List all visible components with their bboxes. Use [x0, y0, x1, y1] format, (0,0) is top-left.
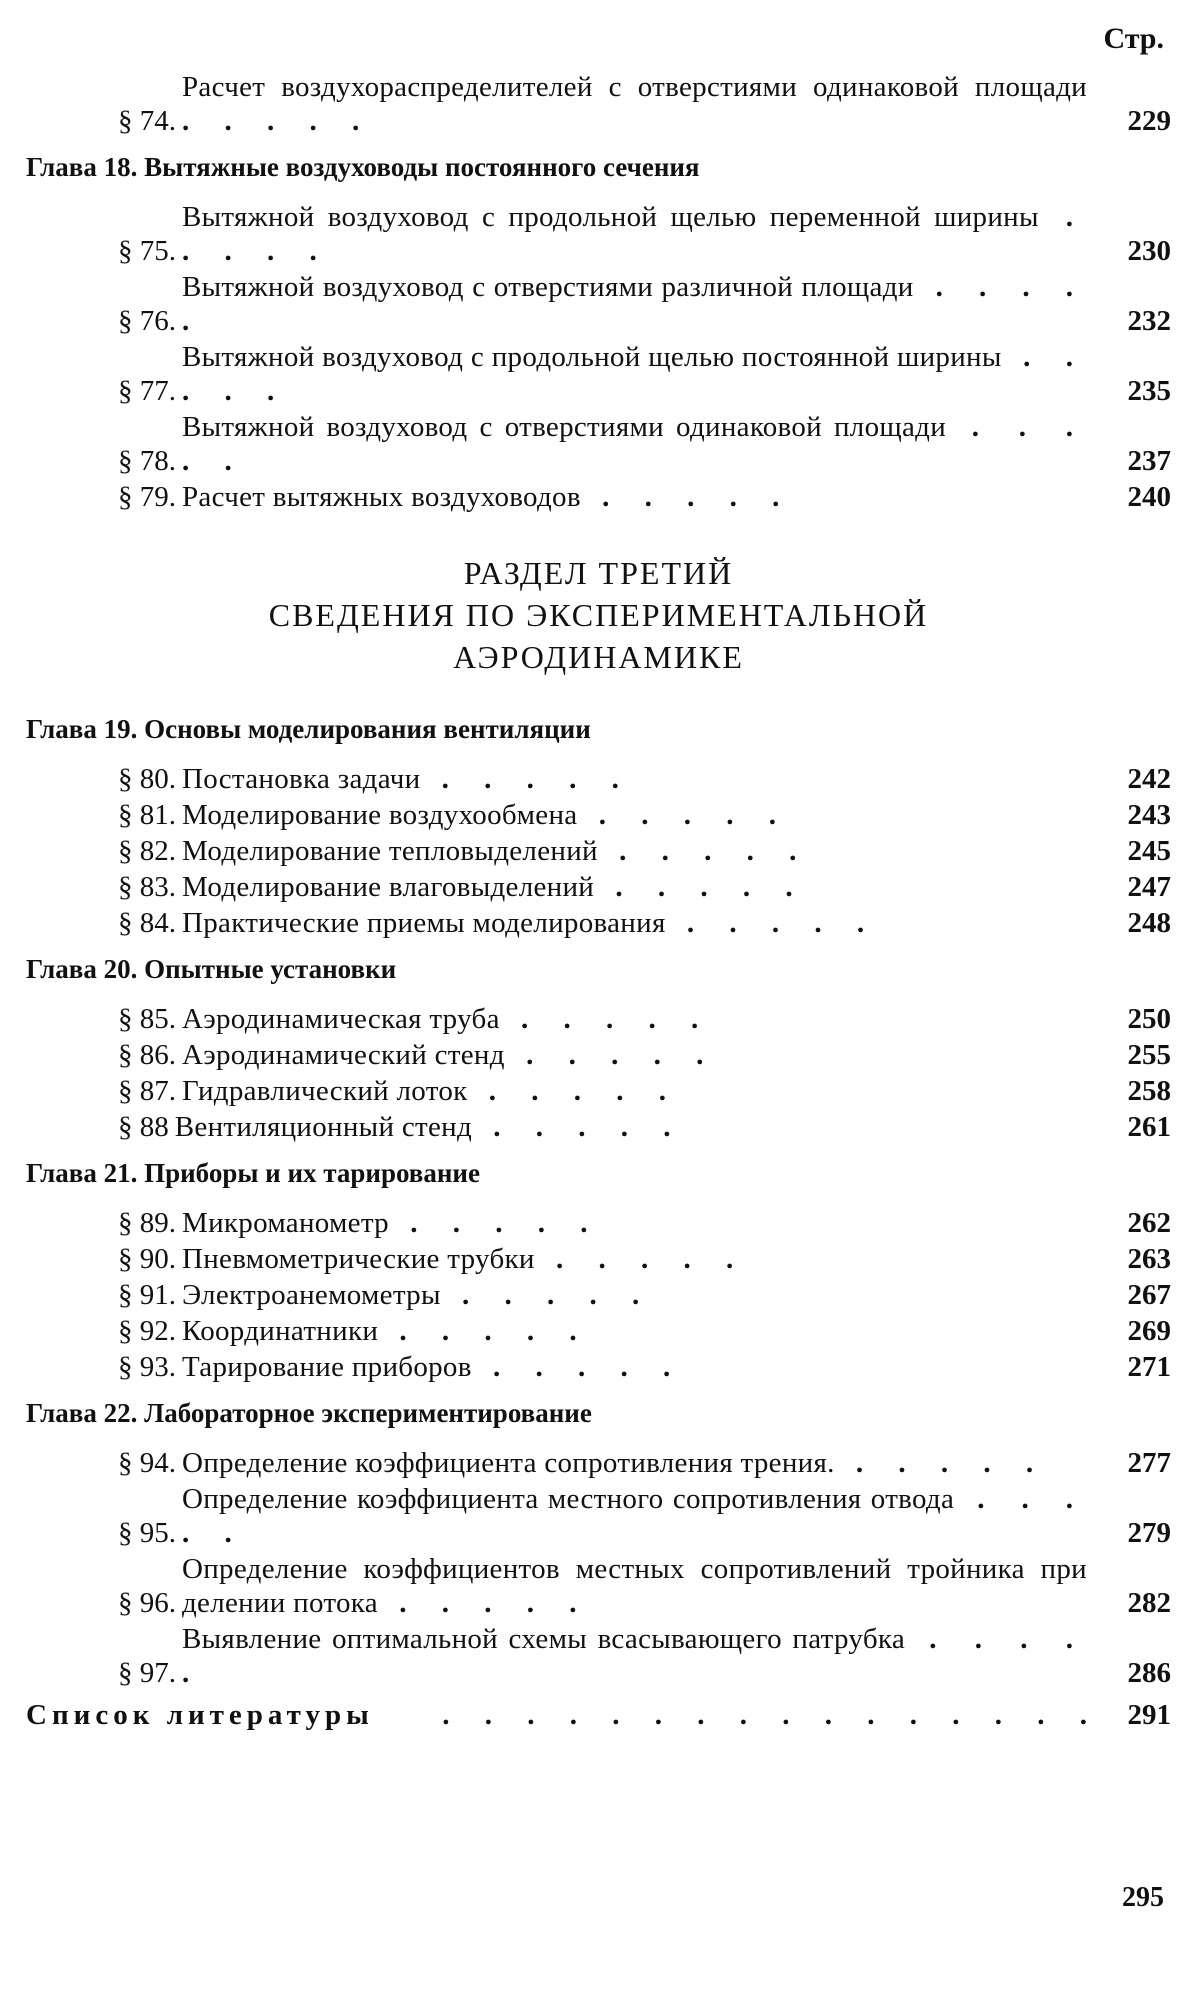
toc-entry-title: Постановка задачи . . . . . — [182, 763, 633, 795]
chapter-heading: Глава 20. Опытные установки — [26, 954, 397, 984]
toc-entry[interactable] — [26, 1482, 1171, 1550]
toc-entry-title: Определение коэффициента сопротивления трения. . . . . . — [182, 1447, 1048, 1479]
dot-leader: . . . . . — [182, 1623, 1088, 1689]
section-number: § 94. — [118, 1447, 176, 1479]
dot-leader: . . . . . — [389, 1207, 602, 1239]
toc-entry[interactable] — [26, 1038, 1171, 1072]
toc-page-number: 286 — [1127, 1657, 1171, 1689]
table-of-contents — [26, 70, 1171, 1732]
section-number: § 80. — [118, 763, 176, 795]
section-number: § 85. — [118, 1003, 176, 1035]
toc-page-number: 262 — [1127, 1207, 1171, 1239]
toc-page-number: 247 — [1127, 871, 1171, 903]
toc-page-number: 232 — [1127, 305, 1171, 337]
section-number: § 81. — [118, 799, 176, 831]
toc-entry[interactable] — [26, 834, 1171, 868]
section-number: § 82. — [118, 835, 176, 867]
toc-entry[interactable] — [26, 906, 1171, 940]
toc-entry[interactable] — [26, 340, 1171, 408]
toc-page-number: 269 — [1127, 1315, 1171, 1347]
chapter-heading: Глава 19. Основы моделирования вентиляции — [26, 714, 591, 744]
toc-entry-title: Тарирование приборов . . . . . — [182, 1351, 685, 1383]
toc-entry[interactable] — [26, 1074, 1171, 1108]
toc-entry-title: Микроманометр . . . . . — [182, 1207, 602, 1239]
toc-entry[interactable] — [26, 1110, 1171, 1144]
chapter-heading: Глава 21. Приборы и их тарирование — [26, 1158, 480, 1188]
toc-page-number: 240 — [1127, 481, 1171, 513]
toc-entry[interactable] — [26, 1552, 1171, 1620]
chapter-heading: Глава 18. Вытяжные воздуховоды постоянного сечения — [26, 152, 700, 182]
toc-page-number: 263 — [1127, 1243, 1171, 1275]
toc-entry-title: Определение коэффициента местного сопротивления отвода . . . . . — [182, 1483, 1087, 1549]
toc-entry-title: Практические приемы моделирования . . . . . — [182, 907, 879, 939]
dot-leader: . . . . . — [534, 1243, 748, 1275]
dot-leader: . . . . . . . . . . . . . . . . — [442, 1699, 1101, 1731]
toc-entry[interactable] — [26, 1350, 1171, 1384]
toc-entry-title: Вытяжной воздуховод с отверстиями одинаковой площади . . . . . — [182, 411, 1087, 477]
dot-leader: . . . . . — [378, 1315, 591, 1347]
toc-entry[interactable] — [26, 870, 1171, 904]
toc-entry[interactable] — [26, 270, 1171, 338]
toc-entry[interactable] — [26, 798, 1171, 832]
toc-page-number: 291 — [1127, 1699, 1171, 1731]
dot-leader: . . . . . — [467, 1075, 681, 1107]
dot-leader: . . . . . — [834, 1447, 1048, 1479]
toc-entry-title: Определение коэффициентов местных сопротивлений тройника при делении потока . . . . . — [182, 1553, 1087, 1619]
toc-entry[interactable] — [26, 410, 1171, 478]
chapter-heading: Глава 22. Лабораторное экспериментирование — [26, 1398, 592, 1428]
toc-entry-title: Вентиляционный стенд . . . . . — [174, 1111, 685, 1143]
toc-entry[interactable] — [26, 1446, 1171, 1480]
toc-entry-title: Моделирование влаговыделений . . . . . — [182, 871, 807, 903]
toc-entry-title: Моделирование тепловыделений . . . . . — [182, 835, 811, 867]
dot-leader: . . . . . — [182, 341, 1087, 407]
dot-leader: . . . . . — [580, 481, 794, 513]
toc-entry[interactable] — [26, 762, 1171, 796]
toc-entry-title: Вытяжной воздуховод с продольной щелью переменной ширины . . . . . — [182, 201, 1087, 267]
section-number: § 79. — [118, 481, 176, 513]
dot-leader: . . . . . — [504, 1039, 718, 1071]
toc-entry[interactable] — [26, 1278, 1171, 1312]
section-number: § 77. — [118, 375, 176, 407]
toc-entry[interactable] — [26, 480, 1171, 514]
toc-entry-title: Список литературы — [26, 1699, 374, 1731]
toc-entry-title: Пневмометрические трубки . . . . . — [182, 1243, 748, 1275]
dot-leader: . . . . . — [377, 1587, 591, 1619]
toc-entry-title: Расчет вытяжных воздуховодов . . . . . — [182, 481, 794, 513]
toc-entry-title: Координатники . . . . . — [182, 1315, 591, 1347]
toc-page-number: 279 — [1127, 1517, 1171, 1549]
toc-entry-references[interactable] — [26, 1698, 1171, 1732]
part-heading — [26, 552, 1171, 678]
toc-page-number: 245 — [1127, 835, 1171, 867]
toc-entry[interactable] — [26, 1314, 1171, 1348]
section-number: § 93. — [118, 1351, 176, 1383]
section-number: § 87. — [118, 1075, 176, 1107]
toc-page-number: 250 — [1127, 1003, 1171, 1035]
section-number: § 95. — [118, 1517, 176, 1549]
dot-leader: . . . . . — [471, 1351, 685, 1383]
toc-page-number: 235 — [1127, 375, 1171, 407]
dot-leader: . . . . . — [499, 1003, 713, 1035]
section-number: § 92. — [118, 1315, 176, 1347]
toc-entry[interactable] — [26, 200, 1171, 268]
toc-entry[interactable] — [26, 70, 1171, 138]
part-heading-line: СВЕДЕНИЯ ПО ЭКСПЕРИМЕНТАЛЬНОЙ — [268, 597, 929, 633]
dot-leader: . . . . . — [594, 871, 807, 903]
toc-page-number: 237 — [1127, 445, 1171, 477]
toc-entry-title: Аэродинамическая труба . . . . . — [182, 1003, 713, 1035]
section-number: § 76. — [118, 305, 176, 337]
section-number: § 75. — [118, 235, 176, 267]
section-number: § 74. — [118, 105, 176, 137]
toc-entry-title: Электроанемометры . . . . . — [182, 1279, 654, 1311]
toc-entry-title: Гидравлический лоток . . . . . — [182, 1075, 681, 1107]
toc-page-number: 243 — [1127, 799, 1171, 831]
section-number: § 78. — [118, 445, 176, 477]
section-number: § 97. — [118, 1657, 176, 1689]
toc-entry[interactable] — [26, 1206, 1171, 1240]
dot-leader: . . . . . — [182, 201, 1087, 267]
toc-page-number: 282 — [1127, 1587, 1171, 1619]
toc-page-number: 258 — [1127, 1075, 1171, 1107]
dot-leader: . . . . . — [472, 1111, 685, 1143]
toc-page-number: 261 — [1127, 1111, 1171, 1143]
part-heading-line: АЭРОДИНАМИКЕ — [453, 639, 744, 675]
dot-leader: . . . . . — [182, 411, 1087, 477]
toc-entry-title: Аэродинамический стенд . . . . . — [182, 1039, 718, 1071]
dot-leader: . . . . . — [420, 763, 633, 795]
section-number: § 89. — [118, 1207, 176, 1239]
section-number: § 90. — [118, 1243, 176, 1275]
dot-leader: . . . . . — [665, 907, 879, 939]
toc-page-number: 229 — [1127, 105, 1171, 137]
toc-entry-title: Выявление оптимальной схемы всасывающего патрубка . . . . . — [182, 1623, 1088, 1689]
toc-entry-title: Расчет воздухораспределителей с отверстиями одинаковой площади . . . . . — [182, 71, 1087, 137]
toc-entry-title: Вытяжной воздуховод с отверстиями различной площади . . . . . — [182, 271, 1087, 337]
dot-leader: . . . . . — [182, 105, 374, 137]
toc-entry-title: Моделирование воздухообмена . . . . . — [182, 799, 790, 831]
page-number: 295 — [1122, 1882, 1164, 1913]
dot-leader: . . . . . — [577, 799, 790, 831]
toc-page-number: 267 — [1127, 1279, 1171, 1311]
toc-page-number: 277 — [1127, 1447, 1171, 1479]
dot-leader: . . . . . — [182, 1483, 1087, 1549]
toc-page-number: 248 — [1127, 907, 1171, 939]
section-number: § 84. — [118, 907, 176, 939]
section-number: § 96. — [118, 1587, 176, 1619]
toc-entry[interactable] — [26, 1622, 1171, 1690]
toc-page-number: 242 — [1127, 763, 1171, 795]
section-number: § 91. — [118, 1279, 176, 1311]
toc-entry-title: Вытяжной воздуховод с продольной щелью постоянной ширины . . . . . — [182, 341, 1087, 407]
section-number: § 86. — [118, 1039, 176, 1071]
part-heading-line: РАЗДЕЛ ТРЕТИЙ — [463, 555, 734, 591]
toc-page-number: 271 — [1127, 1351, 1171, 1383]
dot-leader: . . . . . — [440, 1279, 654, 1311]
dot-leader: . . . . . — [182, 271, 1087, 337]
section-number: § 83. — [118, 871, 176, 903]
toc-entry[interactable] — [26, 1002, 1171, 1036]
toc-page-number: 255 — [1127, 1039, 1171, 1071]
toc-page-number: 230 — [1127, 235, 1171, 267]
toc-entry[interactable] — [26, 1242, 1171, 1276]
dot-leader: . . . . . — [597, 835, 811, 867]
section-number: § 88 — [118, 1111, 169, 1143]
page-column-label: Стр. — [1103, 22, 1164, 55]
